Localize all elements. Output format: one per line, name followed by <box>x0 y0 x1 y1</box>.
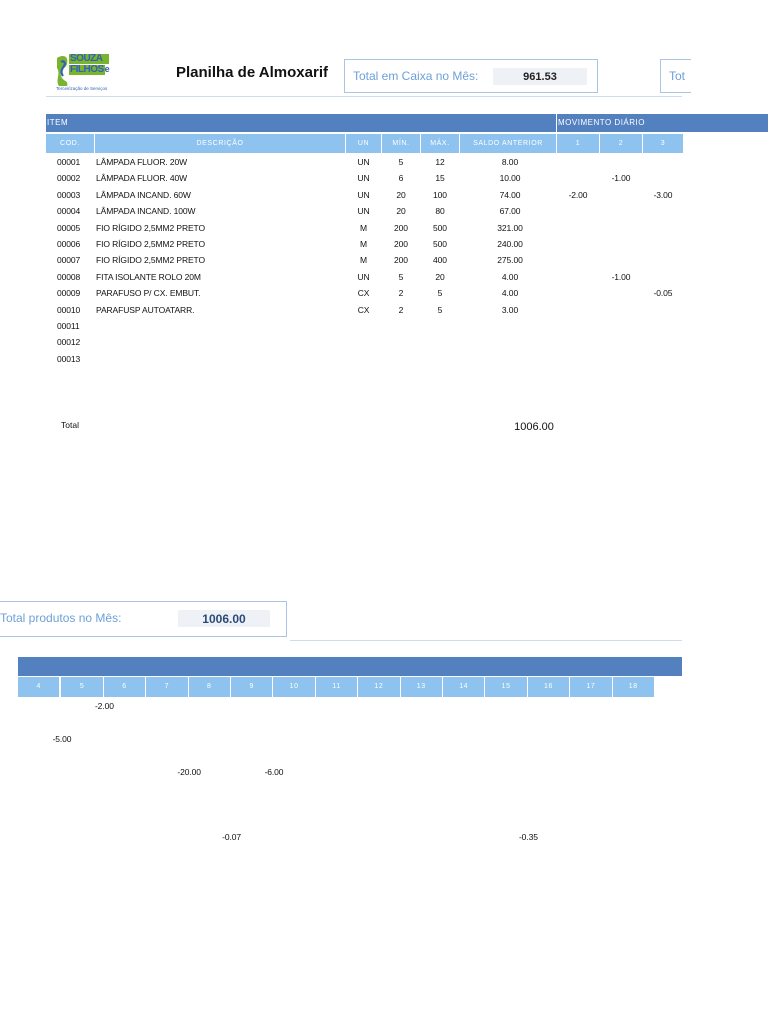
cell-desc[interactable]: FIO RÍGIDO 2,5MM2 PRETO <box>96 255 206 266</box>
cell-cod[interactable]: 00012 <box>57 337 81 348</box>
day-cell[interactable]: -6.00 <box>264 766 284 777</box>
days-band <box>18 657 682 676</box>
cell-desc[interactable]: FIO RÍGIDO 2,5MM2 PRETO <box>96 222 206 233</box>
cell-saldo[interactable]: 8.00 <box>501 157 519 167</box>
cell-desc[interactable]: LÂMPADA INCAND. 60W <box>96 189 191 200</box>
cell-min[interactable]: 5 <box>398 271 404 282</box>
col-day-18: 18 <box>613 677 654 697</box>
cell-saldo[interactable]: 4.00 <box>501 271 519 282</box>
cell-cod[interactable]: 00010 <box>57 304 81 315</box>
cell-cod[interactable]: 00011 <box>57 321 80 331</box>
cell-saldo[interactable]: 10.00 <box>499 173 521 184</box>
col-day-13: 13 <box>401 677 442 697</box>
cell-cod[interactable]: 00004 <box>57 206 81 217</box>
col-day-15: 15 <box>485 677 526 697</box>
tot-label-cut: Tot <box>669 69 686 83</box>
cell-un[interactable]: UN <box>357 271 370 282</box>
cell-max[interactable]: 5 <box>437 304 443 315</box>
cell-desc[interactable]: LÂMPADA FLUOR. 40W <box>96 173 188 184</box>
produtos-total-label: Total produtos no Mês: <box>0 611 122 625</box>
cell-cod[interactable]: 00007 <box>57 255 81 266</box>
movimento-band-label: MOVIMENTO DIÁRIO <box>558 118 645 127</box>
cell-saldo[interactable]: 321.00 <box>497 222 523 233</box>
logo-subtitle: Terceirização de Serviços <box>56 86 108 91</box>
cell-desc[interactable]: PARAFUSP AUTOATARR. <box>96 304 195 315</box>
item-band <box>46 114 556 132</box>
cell-min[interactable]: 200 <box>394 255 408 266</box>
cell-max[interactable]: 20 <box>435 271 445 282</box>
cell-max[interactable]: 100 <box>433 189 447 200</box>
cell-un[interactable]: M <box>360 222 367 233</box>
logo-mark-letter: e <box>104 64 110 74</box>
cell-max[interactable]: 400 <box>433 255 447 266</box>
cell-saldo[interactable]: 3.00 <box>501 304 519 315</box>
header-divider <box>46 96 682 97</box>
col-day-8: 8 <box>189 677 230 697</box>
col-day-3: 3 <box>643 134 683 153</box>
cell-desc[interactable]: LÂMPADA FLUOR. 20W <box>96 157 188 167</box>
caixa-total-box <box>344 59 598 93</box>
cell-un[interactable]: M <box>360 239 367 249</box>
cell-d2[interactable]: -1.00 <box>611 271 631 282</box>
cell-un[interactable]: UN <box>357 173 370 184</box>
cell-cod[interactable]: 00001 <box>57 157 81 167</box>
cell-min[interactable]: 200 <box>394 222 408 233</box>
item-band-label: ITEM <box>47 118 69 127</box>
cell-cod[interactable]: 00009 <box>57 288 81 299</box>
col-saldo: SALDO ANTERIOR <box>460 134 556 153</box>
cell-cod[interactable]: 00008 <box>57 271 81 282</box>
col-un: UN <box>346 134 381 153</box>
cell-min[interactable]: 6 <box>398 173 404 184</box>
cell-cod[interactable]: 00006 <box>57 239 81 249</box>
cell-un[interactable]: CX <box>357 304 370 315</box>
col-day-6: 6 <box>104 677 145 697</box>
cell-max[interactable]: 500 <box>433 222 447 233</box>
col-day-11: 11 <box>316 677 357 697</box>
cell-min[interactable]: 20 <box>396 189 406 200</box>
cell-un[interactable]: UN <box>357 157 370 167</box>
col-day-2: 2 <box>600 134 642 153</box>
col-day-12: 12 <box>358 677 399 697</box>
col-cod: COD. <box>46 134 94 153</box>
col-min: MÍN. <box>382 134 420 153</box>
cell-min[interactable]: 2 <box>398 288 404 299</box>
cell-min[interactable]: 5 <box>398 157 404 167</box>
cell-d3[interactable]: -0.05 <box>653 288 673 299</box>
cell-saldo[interactable]: 74.00 <box>499 189 521 200</box>
caixa-total-label: Total em Caixa no Mês: <box>353 69 479 83</box>
cell-min[interactable]: 2 <box>398 304 404 315</box>
cell-desc[interactable]: LÂMPADA INCAND. 100W <box>96 206 196 217</box>
cell-saldo[interactable]: 240.00 <box>497 239 523 249</box>
day-cell[interactable]: -2.00 <box>94 701 114 711</box>
cell-max[interactable]: 80 <box>435 206 445 217</box>
cell-cod[interactable]: 00002 <box>57 173 81 184</box>
cell-un[interactable]: UN <box>357 189 370 200</box>
cell-cod[interactable]: 00005 <box>57 222 81 233</box>
col-descricao: DESCRIÇÃO <box>95 134 345 153</box>
cell-max[interactable]: 15 <box>435 173 445 184</box>
col-max: MÁX. <box>421 134 459 153</box>
logo-line1: SOUZA <box>69 54 109 64</box>
cell-max[interactable]: 12 <box>435 157 445 167</box>
cell-min[interactable]: 20 <box>396 206 406 217</box>
col-day-7: 7 <box>146 677 187 697</box>
cell-un[interactable]: UN <box>357 206 370 217</box>
cell-un[interactable]: M <box>360 255 367 266</box>
cell-saldo[interactable]: 275.00 <box>497 255 523 266</box>
cell-desc[interactable]: PARAFUSO P/ CX. EMBUT. <box>96 288 201 299</box>
cell-max[interactable]: 5 <box>437 288 443 299</box>
cell-min[interactable]: 200 <box>394 239 408 249</box>
caixa-total-value[interactable]: 961.53 <box>493 68 587 85</box>
col-day-5: 5 <box>61 677 102 697</box>
col-day-10: 10 <box>273 677 314 697</box>
tot-box-cut <box>660 59 691 93</box>
logo-line2: FILHOS <box>70 64 104 75</box>
produtos-total-value[interactable]: 1006.00 <box>178 610 270 627</box>
col-day-1: 1 <box>557 134 599 153</box>
cell-d2[interactable]: -1.00 <box>611 173 631 184</box>
cell-max[interactable]: 500 <box>433 239 447 249</box>
cell-saldo[interactable]: 67.00 <box>499 206 521 217</box>
cell-desc[interactable]: FITA ISOLANTE ROLO 20M <box>96 271 201 282</box>
movimento-band <box>557 114 768 132</box>
produtos-total-box <box>0 601 287 637</box>
col-day-4: 4 <box>18 677 59 697</box>
col-day-17: 17 <box>570 677 611 697</box>
cell-desc[interactable]: FIO RÍGIDO 2,5MM2 PRETO <box>96 239 206 249</box>
day-cell[interactable]: -0.35 <box>518 832 538 843</box>
total-label: Total <box>61 420 79 430</box>
col-day-16: 16 <box>528 677 569 697</box>
logo-text <box>69 54 109 75</box>
section-divider <box>290 640 682 641</box>
page-title: Planilha de Almoxarif <box>176 64 328 81</box>
day-cell[interactable]: -5.00 <box>52 733 72 744</box>
cell-d1[interactable]: -2.00 <box>568 189 588 200</box>
cell-d3[interactable]: -3.00 <box>653 189 673 200</box>
cell-un[interactable]: CX <box>357 288 370 299</box>
total-value: 1006.00 <box>514 421 554 433</box>
col-day-9: 9 <box>231 677 272 697</box>
cell-cod[interactable]: 00003 <box>57 189 81 200</box>
cell-saldo[interactable]: 4.00 <box>501 288 519 299</box>
col-day-14: 14 <box>443 677 484 697</box>
day-cell[interactable]: -20.00 <box>177 766 201 777</box>
day-cell[interactable]: -0.07 <box>222 832 242 843</box>
cell-cod[interactable]: 00013 <box>57 353 81 364</box>
